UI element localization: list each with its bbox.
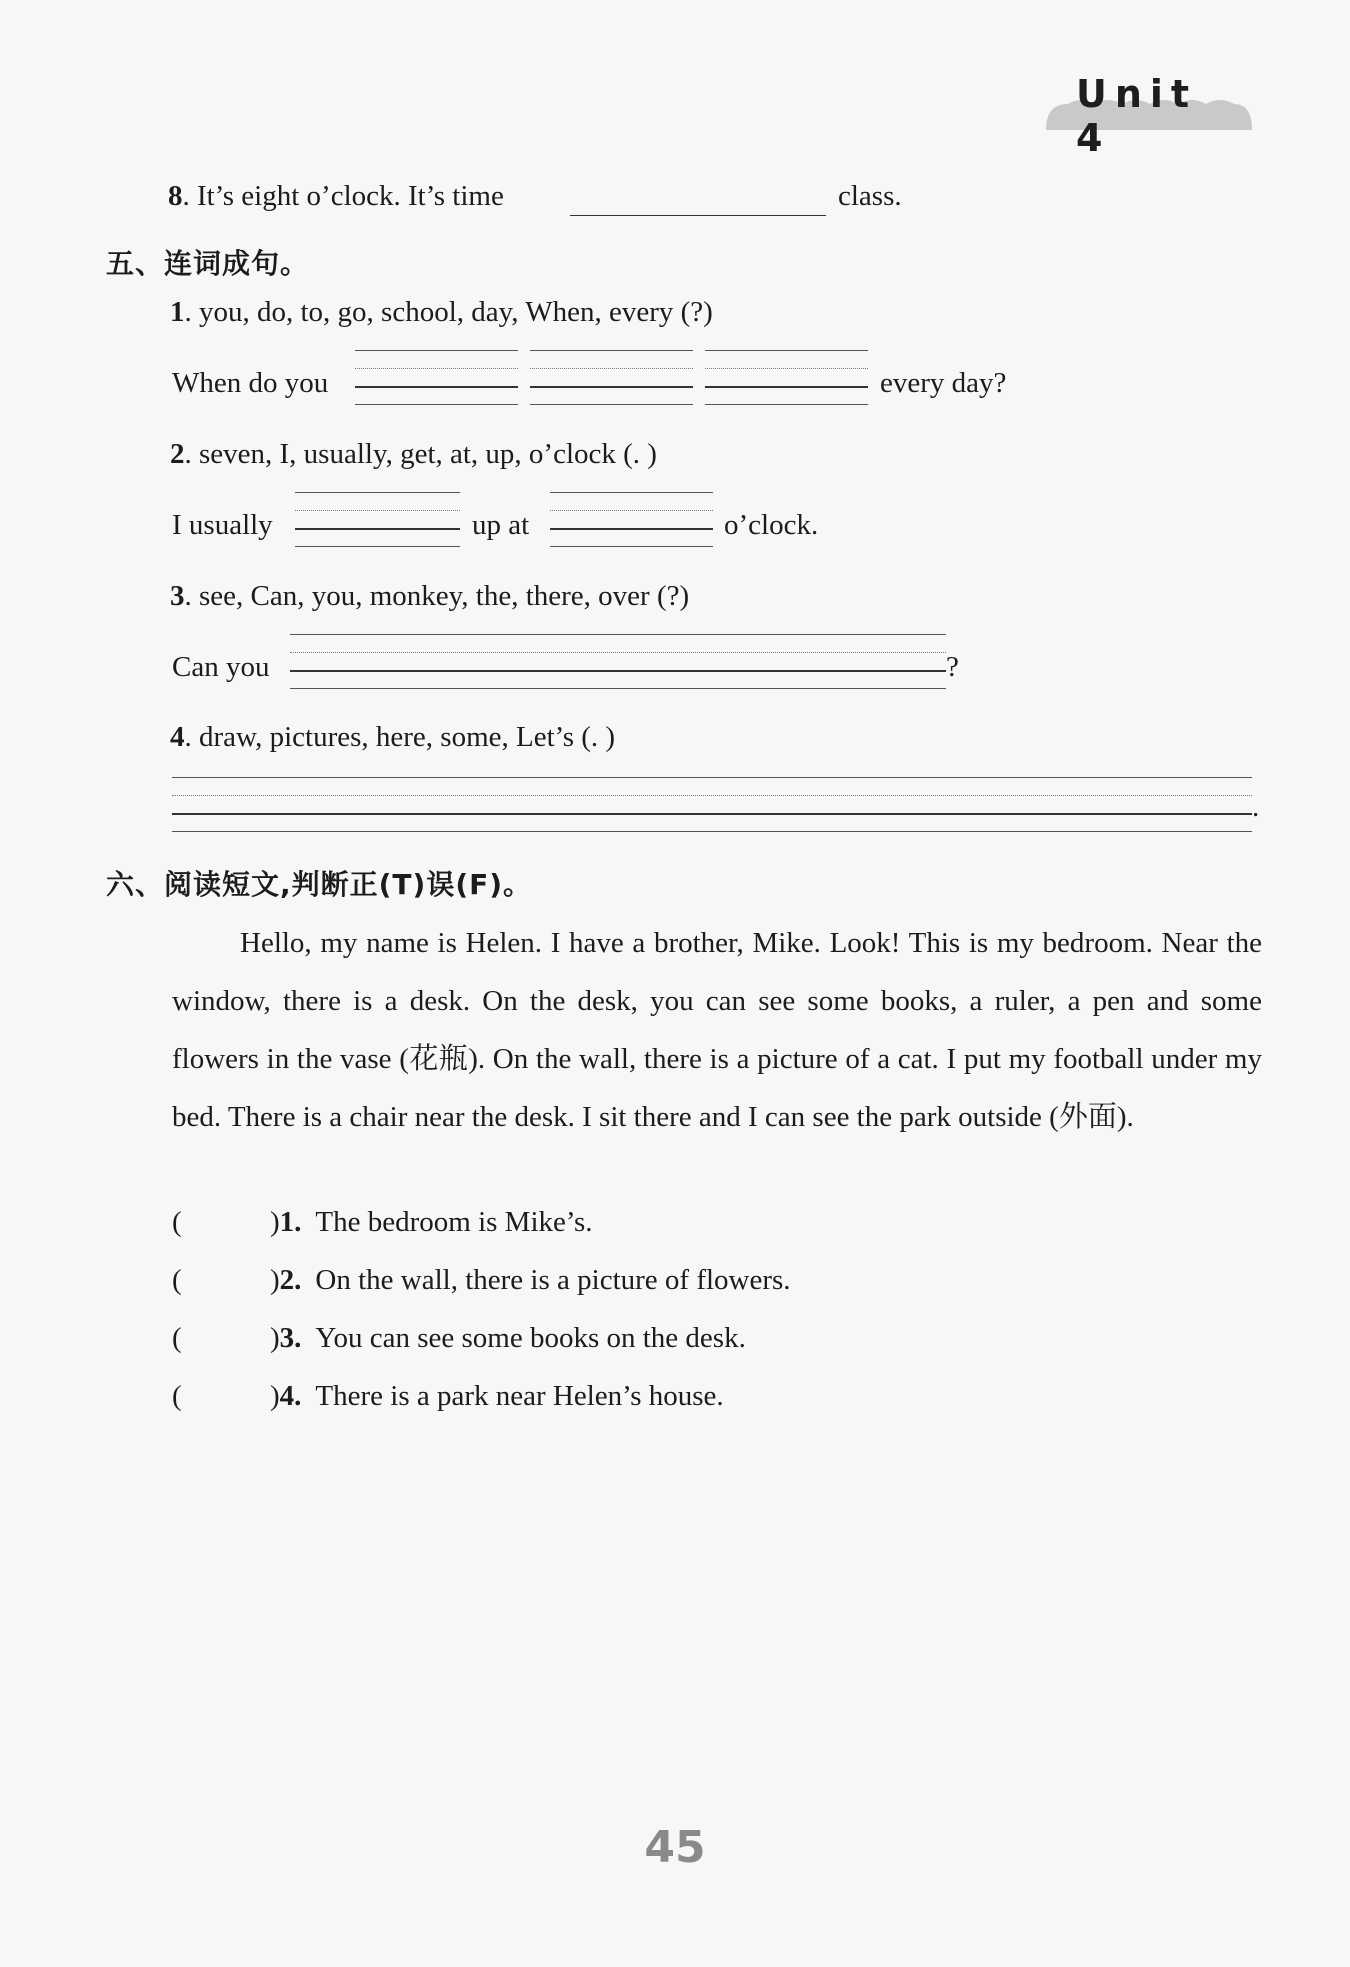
passage-text: Hello, my name is Helen. I have a brother, Mike. Look! This is my bedroom. Near the window, there is a desk. On the desk, you can see some books, a ruler, a pen and some flowers in the vase (花瓶). On the wall, there is a picture of a cat. I put my football under my bed. There is a chair near the desk. I sit there and I can see the park outside (外面). — [172, 927, 1262, 1133]
question-8-suffix: class. — [838, 180, 902, 212]
writing-grid[interactable] — [550, 492, 713, 548]
item-number: 4 — [170, 721, 185, 753]
writing-grid[interactable] — [530, 350, 693, 406]
true-false-item: ( )3. You can see some books on the desk. — [172, 1322, 746, 1354]
true-false-item: ( )4. There is a park near Helen’s house. — [172, 1380, 724, 1412]
section-5-title: 五、连词成句。 — [106, 247, 310, 280]
scrambled-words: . you, do, to, go, school, day, When, every (?) — [184, 296, 713, 328]
item-number: 2 — [170, 438, 185, 470]
answer-paren[interactable]: ( — [172, 1206, 182, 1238]
answer-paren[interactable]: ( — [172, 1380, 182, 1412]
sentence-prefix: Can you — [172, 651, 270, 683]
statement-text: On the wall, there is a picture of flowers. — [315, 1264, 791, 1296]
sentence-suffix: every day? — [880, 367, 1007, 399]
answer-blank[interactable] — [570, 215, 826, 216]
answer-paren[interactable]: ( — [172, 1322, 182, 1354]
writing-grid[interactable] — [705, 350, 868, 406]
question-text: . It’s eight o’clock. It’s time — [182, 180, 504, 212]
writing-grid[interactable] — [295, 492, 460, 548]
scrambled-words: . seven, I, usually, get, at, up, o’clock (. ) — [184, 438, 657, 470]
statement-text: The bedroom is Mike’s. — [315, 1206, 593, 1238]
unit-title: Unit 4 — [1076, 72, 1198, 160]
answer-paren[interactable]: ( — [172, 1264, 182, 1296]
sentence-suffix: ? — [946, 651, 959, 683]
reading-passage — [172, 914, 1262, 1146]
sentence-prefix: I usually — [172, 509, 273, 541]
section-6-title: 六、阅读短文,判断正(T)误(F)。 — [106, 868, 533, 901]
page-number: 45 — [644, 1822, 706, 1873]
sentence-middle: up at — [472, 509, 530, 541]
item-number: 1 — [170, 296, 185, 328]
writing-grid[interactable] — [355, 350, 518, 406]
question-number: 8 — [168, 180, 183, 212]
true-false-item: ( )1. The bedroom is Mike’s. — [172, 1206, 593, 1238]
reorder-item-4 — [170, 721, 615, 754]
reorder-item-1 — [170, 296, 713, 329]
statement-text: You can see some books on the desk. — [315, 1322, 746, 1354]
unit-badge — [1046, 66, 1252, 160]
statement-text: There is a park near Helen’s house. — [315, 1380, 724, 1412]
writing-grid[interactable] — [172, 777, 1252, 833]
item-number: 3 — [170, 580, 185, 612]
scrambled-words: . see, Can, you, monkey, the, there, over (?) — [184, 580, 690, 612]
true-false-item: ( )2. On the wall, there is a picture of flowers. — [172, 1264, 791, 1296]
reorder-item-3 — [170, 580, 689, 613]
sentence-suffix: . — [1252, 791, 1260, 823]
scrambled-words: . draw, pictures, here, some, Let’s (. ) — [184, 721, 616, 753]
writing-grid[interactable] — [290, 634, 946, 690]
sentence-prefix: When do you — [172, 367, 329, 399]
question-8 — [168, 180, 504, 213]
sentence-suffix: o’clock. — [724, 509, 819, 541]
reorder-item-2 — [170, 438, 657, 471]
